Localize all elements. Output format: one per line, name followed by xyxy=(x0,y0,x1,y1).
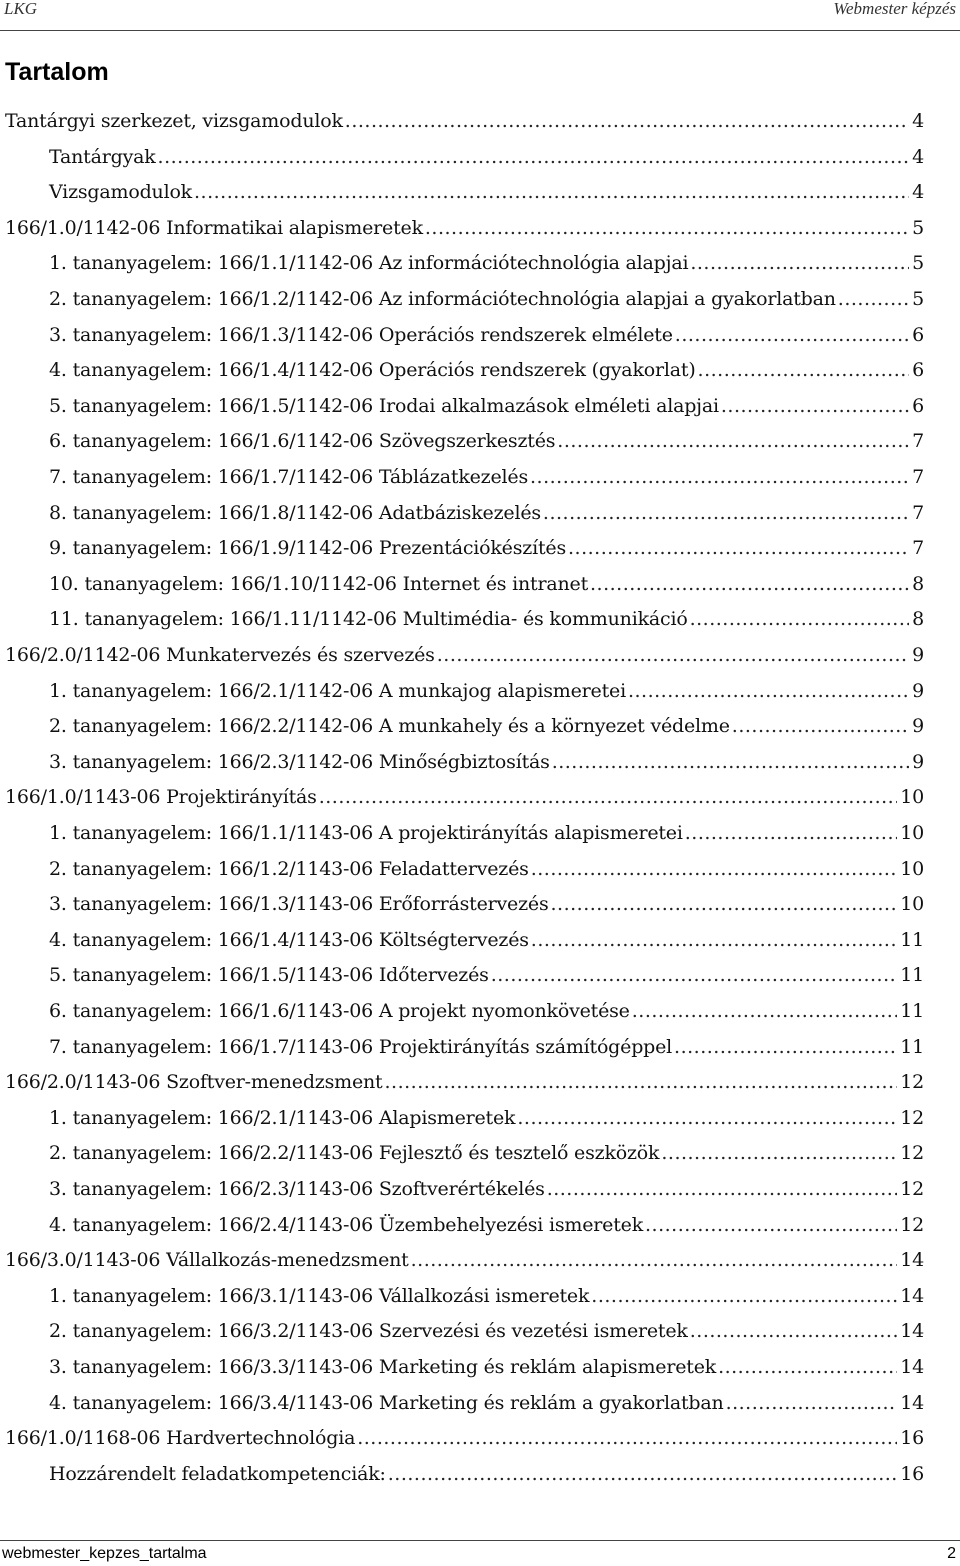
toc-entry-page: 5 xyxy=(912,252,924,275)
toc-dot-leader xyxy=(628,680,909,702)
toc-dot-leader xyxy=(552,751,909,773)
toc-dot-leader xyxy=(690,252,909,274)
page-title: Tartalom xyxy=(5,58,109,86)
toc-entry[interactable] xyxy=(5,110,924,140)
toc-dot-leader xyxy=(838,288,909,310)
toc-entry-label: 2. tananyagelem: 166/1.2/1143-06 Feladattervezés xyxy=(49,857,529,880)
toc-entry-label: 1. tananyagelem: 166/3.1/1143-06 Vállalkozási ismeretek xyxy=(49,1284,590,1307)
toc-entry-page: 12 xyxy=(900,1178,924,1200)
toc-entry[interactable] xyxy=(49,1285,924,1315)
toc-entry-page: 12 xyxy=(900,1106,924,1129)
toc-entry[interactable] xyxy=(49,751,924,781)
toc-entry-label: 8. tananyagelem: 166/1.8/1142-06 Adatbáziskezelés xyxy=(49,501,541,524)
toc-entry[interactable] xyxy=(49,395,924,425)
toc-entry[interactable] xyxy=(49,1320,924,1350)
toc-dot-leader xyxy=(388,1463,897,1485)
toc-entry-page: 10 xyxy=(900,822,924,844)
toc-entry[interactable] xyxy=(49,715,924,745)
toc-entry[interactable] xyxy=(49,680,924,710)
toc-entry-page: 16 xyxy=(900,1427,924,1450)
toc-entry[interactable] xyxy=(5,1427,924,1457)
toc-entry-label: 3. tananyagelem: 166/1.3/1142-06 Operációs rendszerek elmélete xyxy=(49,323,673,346)
toc-entry-label: 1. tananyagelem: 166/2.1/1143-06 Alapismeretek xyxy=(49,1106,516,1129)
toc-entry[interactable] xyxy=(49,252,924,282)
toc-dot-leader xyxy=(632,1000,897,1022)
toc-entry[interactable] xyxy=(49,929,924,959)
toc-entry-page: 11 xyxy=(900,964,924,987)
toc-entry-label: 166/2.0/1143-06 Szoftver-menedzsment xyxy=(5,1071,383,1094)
toc-entry-label: 3. tananyagelem: 166/2.3/1142-06 Minőségbiztosítás xyxy=(49,750,550,773)
toc-entry-label: 166/2.0/1142-06 Munkatervezés és szervezés xyxy=(5,644,435,666)
toc-dot-leader xyxy=(531,929,897,951)
footer-filename: webmester_kepzes_tartalma xyxy=(2,1545,207,1562)
toc-dot-leader xyxy=(568,537,909,559)
toc-entry-label: 4. tananyagelem: 166/3.4/1143-06 Marketing és reklám a gyakorlatban xyxy=(49,1391,724,1414)
toc-entry-label: 4. tananyagelem: 166/1.4/1142-06 Operációs rendszerek (gyakorlat) xyxy=(49,359,696,382)
toc-dot-leader xyxy=(357,1427,897,1449)
toc-entry-page: 6 xyxy=(912,359,924,382)
toc-entry[interactable] xyxy=(49,964,924,994)
toc-entry-label: 2. tananyagelem: 166/1.2/1142-06 Az információtechnológia alapjai a gyakorlatban xyxy=(49,288,836,310)
toc-dot-leader xyxy=(411,1249,898,1271)
toc-entry-page: 9 xyxy=(912,679,924,702)
toc-entry-page: 11 xyxy=(900,1000,924,1022)
toc-entry-page: 14 xyxy=(900,1320,924,1343)
toc-entry[interactable] xyxy=(49,1214,924,1244)
toc-dot-leader xyxy=(425,217,909,239)
toc-entry[interactable] xyxy=(49,181,924,211)
header-right-text: Webmester képzés xyxy=(833,0,956,18)
toc-dot-leader xyxy=(590,573,909,595)
toc-entry-label: 5. tananyagelem: 166/1.5/1143-06 Időtervezés xyxy=(49,964,489,987)
toc-entry-page: 6 xyxy=(912,394,924,417)
toc-entry[interactable] xyxy=(49,1036,924,1066)
toc-entry-label: Tantárgyak xyxy=(49,145,156,168)
toc-entry-page: 12 xyxy=(900,1071,924,1094)
toc-entry-page: 12 xyxy=(900,1213,924,1236)
header-left-text: LKG xyxy=(4,0,38,18)
toc-entry-page: 7 xyxy=(912,466,924,488)
toc-entry[interactable] xyxy=(49,822,924,852)
toc-entry-label: 4. tananyagelem: 166/1.4/1143-06 Költségtervezés xyxy=(49,928,529,951)
toc-dot-leader xyxy=(345,110,909,132)
toc-dot-leader xyxy=(718,1356,897,1378)
toc-dot-leader xyxy=(721,395,909,417)
toc-entry[interactable] xyxy=(49,288,924,318)
toc-entry-label: 9. tananyagelem: 166/1.9/1142-06 Prezentációkészítés xyxy=(49,537,566,560)
toc-entry-page: 12 xyxy=(900,1142,924,1165)
toc-dot-leader xyxy=(491,964,898,986)
toc-entry-page: 7 xyxy=(912,501,924,524)
toc-entry-page: 10 xyxy=(900,786,924,809)
toc-entry-page: 5 xyxy=(912,288,924,310)
toc-entry-label: 10. tananyagelem: 166/1.10/1142-06 Internet és intranet xyxy=(49,572,588,595)
toc-entry[interactable] xyxy=(49,1000,924,1030)
toc-entry-label: 3. tananyagelem: 166/3.3/1143-06 Marketing és reklám alapismeretek xyxy=(49,1356,717,1378)
toc-dot-leader xyxy=(557,430,909,452)
toc-entry-label: 166/1.0/1168-06 Hardvertechnológia xyxy=(5,1427,356,1450)
toc-entry-page: 14 xyxy=(900,1284,924,1307)
toc-entry[interactable] xyxy=(49,1178,924,1208)
toc-entry[interactable] xyxy=(49,502,924,532)
toc-entry-label: 1. tananyagelem: 166/2.1/1142-06 A munkajog alapismeretei xyxy=(49,679,626,702)
toc-entry[interactable] xyxy=(49,1356,924,1386)
toc-entry-page: 7 xyxy=(912,430,924,453)
footer-page-number: 2 xyxy=(947,1545,956,1562)
toc-entry-page: 5 xyxy=(912,216,924,239)
toc-entry[interactable] xyxy=(5,644,924,674)
toc-entry-page: 10 xyxy=(900,893,924,916)
toc-entry-label: 1. tananyagelem: 166/1.1/1143-06 A projektirányítás alapismeretei xyxy=(49,822,683,844)
toc-entry[interactable] xyxy=(49,608,924,638)
toc-entry[interactable] xyxy=(49,146,924,176)
toc-entry-label: 2. tananyagelem: 166/2.2/1142-06 A munkahely és a környezet védelme xyxy=(49,715,730,738)
toc-entry-page: 9 xyxy=(912,750,924,773)
toc-dot-leader xyxy=(319,786,898,808)
toc-entry-page: 14 xyxy=(900,1249,924,1272)
toc-entry-page: 9 xyxy=(912,715,924,738)
toc-dot-leader xyxy=(661,1142,897,1164)
toc-entry-label: 11. tananyagelem: 166/1.11/1142-06 Multimédia- és kommunikáció xyxy=(49,608,688,631)
toc-entry-page: 14 xyxy=(900,1356,924,1378)
toc-entry-page: 8 xyxy=(912,608,924,631)
toc-entry[interactable] xyxy=(49,430,924,460)
toc-entry-label: 166/1.0/1143-06 Projektirányítás xyxy=(5,786,317,809)
toc-entry-page: 14 xyxy=(900,1391,924,1414)
toc-entry-label: 3. tananyagelem: 166/1.3/1143-06 Erőforrástervezés xyxy=(49,893,549,916)
toc-entry-label: Hozzárendelt feladatkompetenciák: xyxy=(49,1462,386,1485)
toc-entry[interactable] xyxy=(49,466,924,496)
toc-entry[interactable] xyxy=(49,1107,924,1137)
toc-dot-leader xyxy=(685,822,897,844)
toc-dot-leader xyxy=(194,181,909,203)
toc-dot-leader xyxy=(158,146,910,168)
toc-entry-label: Vizsgamodulok xyxy=(49,181,192,204)
toc-entry[interactable] xyxy=(49,537,924,567)
toc-dot-leader xyxy=(385,1071,898,1093)
toc-entry-label: 7. tananyagelem: 166/1.7/1142-06 Táblázatkezelés xyxy=(49,466,529,488)
toc-dot-leader xyxy=(551,893,898,915)
toc-entry-page: 11 xyxy=(900,928,924,951)
toc-entry-label: 7. tananyagelem: 166/1.7/1143-06 Projektirányítás számítógéppel xyxy=(49,1035,673,1058)
toc-entry[interactable] xyxy=(49,1142,924,1172)
toc-entry-label: 3. tananyagelem: 166/2.3/1143-06 Szoftverértékelés xyxy=(49,1178,545,1200)
toc-entry-page: 4 xyxy=(912,181,924,204)
toc-entry-label: 5. tananyagelem: 166/1.5/1142-06 Irodai alkalmazások elméleti alapjai xyxy=(49,394,719,417)
toc-dot-leader xyxy=(547,1178,898,1200)
toc-dot-leader xyxy=(517,1107,897,1129)
page-header xyxy=(0,0,960,31)
toc-dot-leader xyxy=(543,502,909,524)
toc-dot-leader xyxy=(674,1036,897,1058)
toc-entry[interactable] xyxy=(5,786,924,816)
toc-dot-leader xyxy=(690,1320,897,1342)
toc-entry-label: 2. tananyagelem: 166/3.2/1143-06 Szervezési és vezetési ismeretek xyxy=(49,1320,688,1343)
toc-dot-leader xyxy=(530,466,909,488)
page-footer xyxy=(0,1540,960,1566)
toc-entry-label: 4. tananyagelem: 166/2.4/1143-06 Üzembehelyezési ismeretek xyxy=(49,1213,644,1236)
toc-entry-label: 6. tananyagelem: 166/1.6/1143-06 A projekt nyomonkövetése xyxy=(49,1000,630,1022)
toc-entry-label: 166/1.0/1142-06 Informatikai alapismeretek xyxy=(5,216,423,239)
toc-entry-label: Tantárgyi szerkezet, vizsgamodulok xyxy=(5,110,343,132)
toc-entry[interactable] xyxy=(49,858,924,888)
toc-entry-label: 2. tananyagelem: 166/2.2/1143-06 Fejlesztő és tesztelő eszközök xyxy=(49,1142,660,1165)
toc-dot-leader xyxy=(437,644,909,666)
toc-entry[interactable] xyxy=(49,1463,924,1493)
toc-entry-page: 8 xyxy=(912,572,924,595)
toc-dot-leader xyxy=(675,324,909,346)
toc-entry-page: 10 xyxy=(900,857,924,880)
toc-entry[interactable] xyxy=(5,1249,924,1279)
toc-entry[interactable] xyxy=(49,893,924,923)
toc-entry-page: 11 xyxy=(900,1035,924,1058)
toc-dot-leader xyxy=(690,608,910,630)
toc-entry[interactable] xyxy=(49,573,924,603)
toc-dot-leader xyxy=(732,715,909,737)
toc-entry-page: 4 xyxy=(912,110,924,132)
toc-entry-page: 9 xyxy=(912,644,924,666)
toc-dot-leader xyxy=(591,1285,897,1307)
toc-entry-page: 4 xyxy=(912,145,924,168)
toc-entry[interactable] xyxy=(49,359,924,389)
toc-entry-label: 6. tananyagelem: 166/1.6/1142-06 Szövegszerkesztés xyxy=(49,430,556,453)
toc-entry[interactable] xyxy=(5,1071,924,1101)
toc-dot-leader xyxy=(531,858,898,880)
toc-entry-page: 7 xyxy=(912,537,924,560)
toc-entry-page: 16 xyxy=(900,1462,924,1485)
toc-entry[interactable] xyxy=(49,324,924,354)
toc-entry-label: 166/3.0/1143-06 Vállalkozás-menedzsment xyxy=(5,1249,409,1272)
toc-entry[interactable] xyxy=(5,217,924,247)
toc-entry-label: 1. tananyagelem: 166/1.1/1142-06 Az információtechnológia alapjai xyxy=(49,252,689,275)
toc-dot-leader xyxy=(726,1392,898,1414)
toc-dot-leader xyxy=(698,359,910,381)
toc-entry[interactable] xyxy=(49,1392,924,1422)
toc-dot-leader xyxy=(645,1214,897,1236)
toc-entry-page: 6 xyxy=(912,323,924,346)
